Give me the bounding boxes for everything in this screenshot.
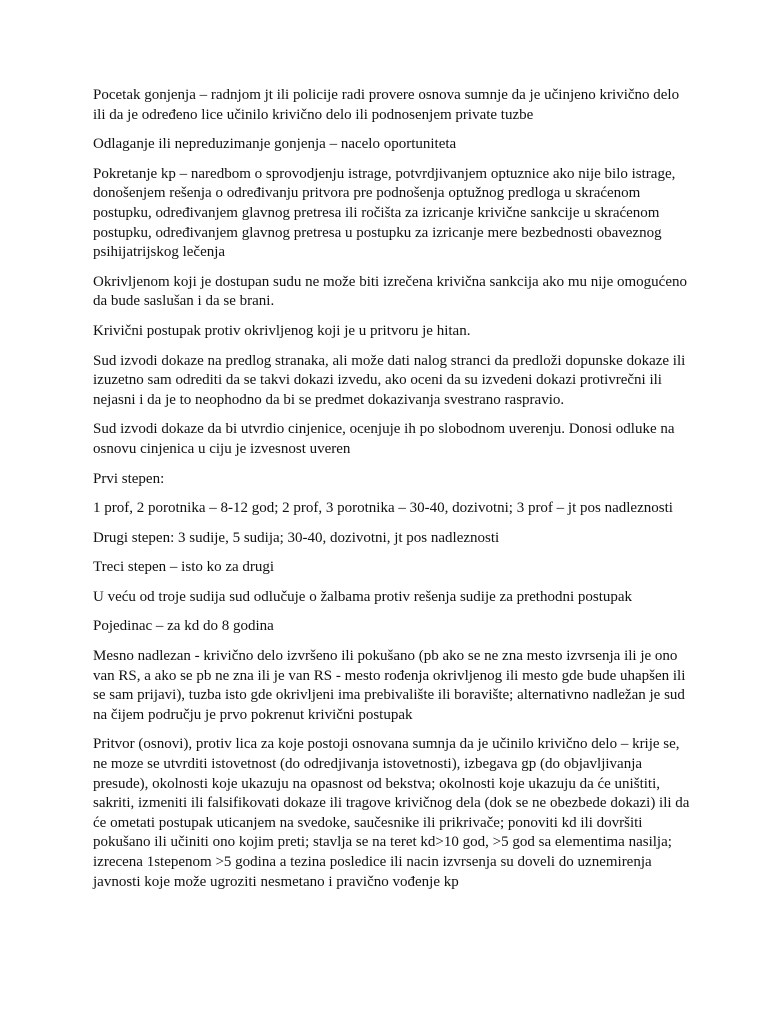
paragraph-izvodjenje-dokaza: Sud izvodi dokaze na predlog stranaka, ali može dati nalog stranci da predloži dopunske dokaze ili izuzetno sam odrediti da se takvi dokazi izvedu, ako oceni da su izvedeni dokazi protivrečni ili nejasni i da je to neophodno da bi se predmet dokazivanja svestrano raspravio.: [93, 352, 686, 408]
paragraph-utvrdjivanje-cinjenica: Sud izvodi dokaze da bi utvrdio cinjenice, ocenjuje ih po slobodnom uverenju. Donosi odluke na osnovu cinjenica u ciju je izvesnost uveren: [93, 421, 675, 457]
paragraph-pokretanje-kp: Pokretanje kp – naredbom o sprovodjenju istrage, potvrdjivanjem optuznice ako nije bilo istrage, donošenjem rešenja o određivanju pritvora pre podnošenja optužnog predloga u skraćenom postupku, određivanjem glavnog pretresa ili ročišta za izricanje krivične sankcije u skraćenom postupku, određivanjem glavnog pretresa u postupku za izricanje mere bezbednosti obaveznog psihijatrijskog lečenja: [93, 165, 676, 261]
document-body: [93, 86, 693, 902]
paragraph-mesna-nadleznost: Mesno nadlezan - krivično delo izvršeno ili pokušano (pb ako se ne zna mesto izvrsenja ili je ono van RS, a ako se pb ne zna ili je van RS - mesto rođenja okrivljenog ili mesto gde bude uhapšen ili se sam prijavi), tuzba isto gde okrivljeni ima prebivalište ili boravište; alternativno nadležan je sud na čijem području je prvo pokrenut krivični postupak: [93, 648, 686, 723]
paragraph-odlaganje-gonjenja: Odlaganje ili nepreduzimanje gonjenja – nacelo oportuniteta: [93, 136, 457, 153]
paragraph-treci-stepen: Treci stepen – isto ko za drugi: [93, 559, 275, 576]
paragraph-prvi-stepen-heading: Prvi stepen:: [93, 470, 165, 487]
paragraph-prvi-stepen-sastav: 1 prof, 2 porotnika – 8-12 god; 2 prof, 3 porotnika – 30-40, dozivotni; 3 prof – jt pos nadleznosti: [93, 500, 673, 517]
paragraph-pritvor-hitan: Krivični postupak protiv okrivljenog koji je u pritvoru je hitan.: [93, 322, 471, 339]
paragraph-pojedinac: Pojedinac – za kd do 8 godina: [93, 618, 274, 635]
paragraph-pocetak-gonjenja: Pocetak gonjenja – radnjom jt ili policije radi provere osnova sumnje da je učinjeno krivično delo ili da je određeno lice učinilo krivično delo ili podnosenjem private tuzbe: [93, 87, 680, 123]
paragraph-pritvor-osnovi: Pritvor (osnovi), protiv lica za koje postoji osnovana sumnja da je učinilo krivično delo – krije se, ne moze se utvrditi istovetnost (do odredjivanja istovetnosti), izbegava gp (do objavljivanja presude), okolnosti koje ukazuju na opasnost od bekstva; okolnosti koje ukazuju da će uništiti, sakriti, izmeniti ili falsifikovati dokaze ili tragove krivičnog dela (dok se ne obezbede dokazi) ili da će ometati postupak uticanjem na svedoke, saučesnike ili prikrivače; ponoviti kd ili dovršiti pokušano ili učiniti ono kojim preti; stavlja se na teret kd>10 god, >5 god sa elementima nasilja; izrecena 1stepenom >5 godina a tezina posledice ili nacin izvrsenja su doveli do uznemirenja javnosti koje može ugroziti nesmetano i pravično vođenje kp: [93, 736, 690, 890]
paragraph-drugi-stepen: Drugi stepen: 3 sudije, 5 sudija; 30-40, dozivotni, jt pos nadleznosti: [93, 529, 500, 546]
paragraph-okrivljeni-saslusan: Okrivljenom koji je dostupan sudu ne može biti izrečena krivična sankcija ako mu nije omogućeno da bude saslušan i da se brani.: [93, 273, 688, 310]
paragraph-vece-troje-sudija: U veću od troje sudija sud odlučuje o žalbama protiv rešenja sudije za prethodni postupak: [93, 588, 633, 605]
